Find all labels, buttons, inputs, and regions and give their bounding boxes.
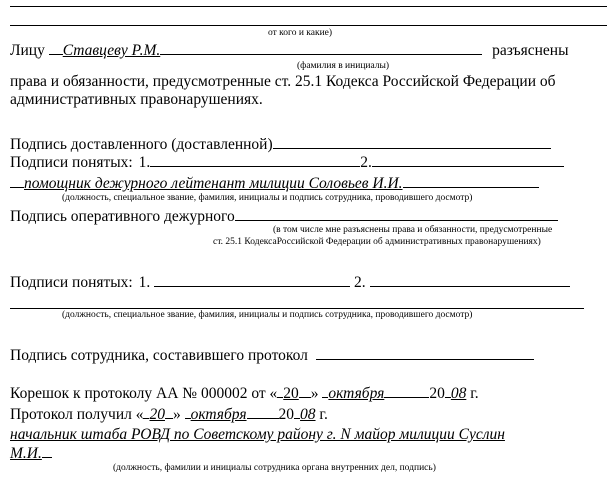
compiler-field: [316, 346, 534, 360]
stub-day: 20: [283, 385, 299, 402]
duty-line: [10, 207, 558, 226]
compiler-line: [10, 346, 534, 365]
second-witness-2-field: [370, 273, 570, 287]
received-day-post-fill: [165, 405, 173, 419]
delivered-signature-field: [273, 135, 551, 149]
second-witnesses-blank-line: [10, 308, 584, 309]
second-witness-1-field: [154, 273, 350, 287]
stub-month: октября: [328, 385, 385, 402]
person-name-pre-fill: [49, 41, 63, 55]
stub-year-suffix: г.: [470, 385, 479, 402]
stub-number: 000002: [200, 385, 248, 402]
duty-field: [235, 207, 558, 221]
officer-pre-fill: [10, 174, 24, 188]
received-prefix: Протокол получил «: [10, 406, 144, 423]
second-witnesses-caption: (должность, специальное звание, фамилия, инициалы и подпись сотрудника, проводившего досмотр): [62, 310, 473, 320]
second-witnesses-line: [10, 273, 570, 292]
received-close: »: [172, 406, 181, 423]
received-year-prefix: 20: [278, 406, 295, 423]
received-year-suffix: г.: [319, 406, 328, 423]
stub-from: от «: [251, 385, 278, 402]
compiler-label: Подпись сотрудника, составившего протокол: [10, 347, 308, 364]
stub-month-post-fill: [384, 384, 429, 398]
from-whom-caption: от кого и какие): [268, 28, 333, 38]
person-name-caption: (фамилия в инициалы): [297, 61, 390, 71]
chief-caption: (должность, фамилии и инициалы сотрудника органа внутренних дел, подпись): [113, 463, 436, 473]
person-prefix: Лицу: [10, 42, 45, 59]
second-witness-2-number: 2.: [354, 274, 366, 291]
witness-1-number: 1.: [138, 154, 151, 171]
stub-year-prefix: 20: [429, 385, 445, 402]
duty-label: Подпись оперативного дежурного: [10, 208, 235, 225]
received-month-post-fill: [247, 405, 279, 419]
received-day: 20: [149, 406, 165, 423]
chief-line-1: начальник штаба РОВД по Советскому району г. N майор милиции Суслин: [10, 426, 505, 443]
rights-line-1: права и обязанности, предусмотренные ст. 25.1 Кодекса Российской Федерации об: [10, 73, 556, 90]
delivered-signature-line: [10, 135, 551, 154]
top-blank-line-1: [10, 6, 607, 7]
stub-day-post-fill: [299, 384, 311, 398]
witnesses-label: Подписи понятых:: [10, 154, 133, 171]
chief-line-2: [10, 444, 52, 463]
stub-line: [10, 384, 479, 403]
witness-1-field: [150, 153, 360, 167]
second-witnesses-label: Подписи понятых:: [10, 274, 133, 291]
person-name: Ставцеву Р.М.: [62, 42, 161, 59]
delivered-signature-label: Подпись доставленного (доставленной): [10, 136, 273, 153]
stub-year: 08: [450, 385, 467, 402]
top-blank-line-2: [10, 25, 607, 26]
person-name-post-fill: [160, 41, 482, 55]
person-line: [10, 41, 569, 60]
witness-2-number: 2.: [360, 154, 372, 171]
officer-text: помощник дежурного лейтенант милиции Соловьев И.И.: [24, 175, 403, 192]
person-suffix: разъяснены: [492, 42, 569, 59]
officer-caption: (должность, специальное звание, фамилия, инициалы и подпись сотрудника, проводившего досмотр): [62, 193, 473, 203]
duty-caption-1: (в том числе мне разъяснены права и обязанности, предусмотренные: [273, 225, 553, 235]
rights-line-2: административных правонарушениях.: [10, 91, 263, 108]
received-year: 08: [300, 406, 316, 423]
chief-name: М.И.: [10, 445, 42, 462]
officer-post-fill: [403, 174, 539, 188]
witnesses-line: [10, 153, 564, 172]
witness-2-field: [372, 153, 564, 167]
stub-prefix: Корешок к протоколу АА: [10, 385, 179, 402]
duty-caption-2: ст. 25.1 КодексаРоссийской Федерации об административных правонарушениях): [213, 237, 541, 247]
stub-number-sign: №: [182, 385, 198, 402]
second-witness-1-number: 1.: [138, 274, 151, 291]
stub-close: »: [310, 385, 319, 402]
received-month: октября: [190, 406, 247, 423]
received-line: [10, 405, 328, 424]
chief-name-post-fill: [42, 444, 52, 458]
officer-line: [10, 174, 539, 193]
